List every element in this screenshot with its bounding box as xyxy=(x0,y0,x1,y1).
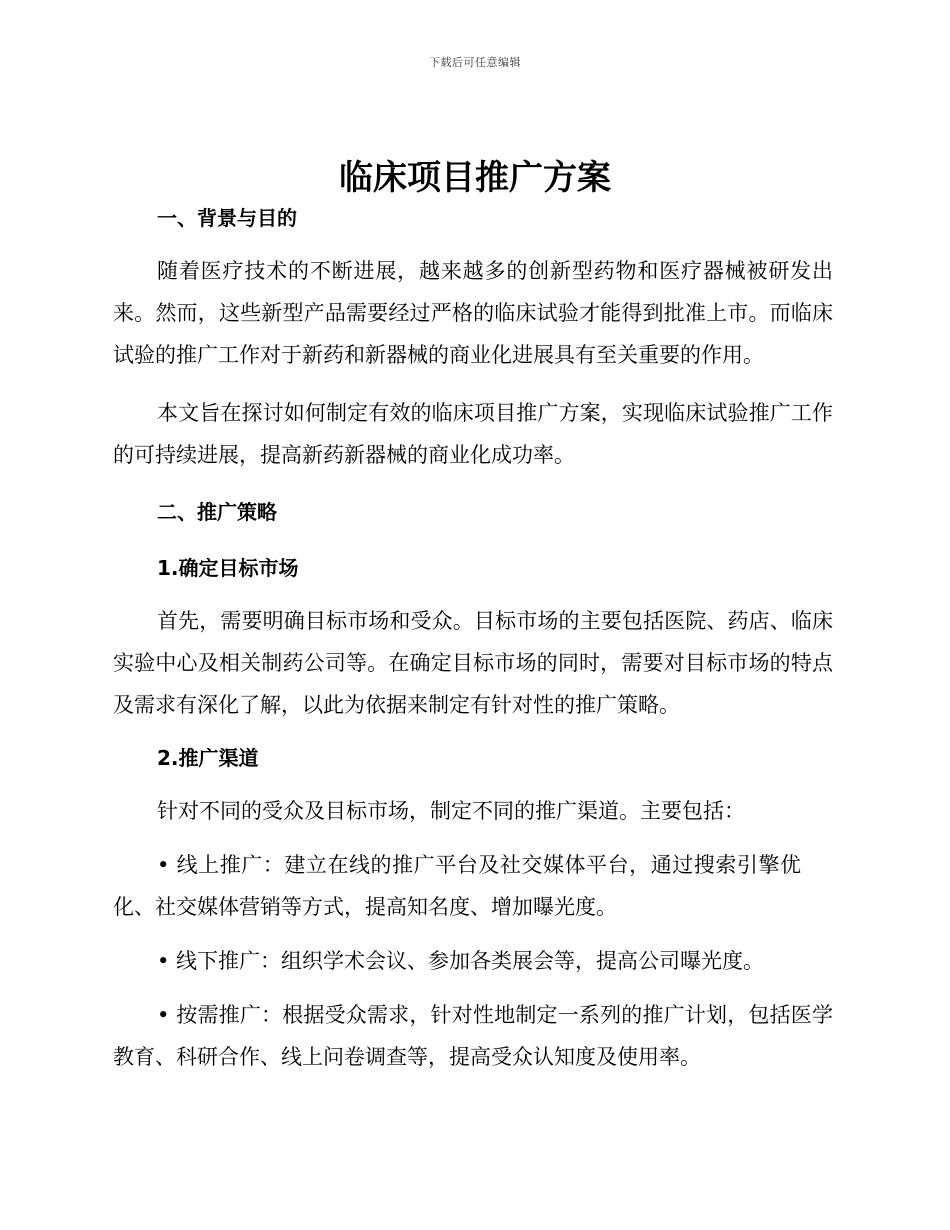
section-heading-strategy: 二、推广策略 xyxy=(157,500,277,524)
paragraph-background-2: 本文旨在探讨如何制定有效的临床项目推广方案，实现临床试验推广工作的可持续进展，提高新药新器械的商业化成功率。 xyxy=(113,401,833,467)
page-header-note: 下载后可任意编辑 xyxy=(429,56,521,69)
bullet-offline-promotion: • 线下推广：组织学术会议、参加各类展会等，提高公司曝光度。 xyxy=(157,949,765,973)
bullet-on-demand-promotion: • 按需推广：根据受众需求，针对性地制定一系列的推广计划，包括医学教育、科研合作、线上问卷调查等，提高受众认知度及使用率。 xyxy=(113,1003,833,1069)
paragraph-background-1: 随着医疗技术的不断进展，越来越多的创新型药物和医疗器械被研发出来。然而，这些新型产品需要经过严格的临床试验才能得到批准上市。而临床试验的推广工作对于新药和新器械的商业化进展具有至关重要的作用。 xyxy=(113,259,833,367)
subsection-heading-target-market: 1.确定目标市场 xyxy=(157,556,299,580)
bullet-online-promotion: • 线上推广：建立在线的推广平台及社交媒体平台，通过搜索引擎优化、社交媒体营销等方式，提高知名度、增加曝光度。 xyxy=(113,853,801,919)
paragraph-target-market: 首先，需要明确目标市场和受众。目标市场的主要包括医院、药店、临床实验中心及相关制药公司等。在确定目标市场的同时，需要对目标市场的特点及需求有深化了解，以此为依据来制定有针对性的推广策略。 xyxy=(113,609,833,717)
section-heading-background: 一、背景与目的 xyxy=(157,206,297,230)
document-body xyxy=(113,198,833,1078)
document-title: 临床项目推广方案 xyxy=(339,158,611,198)
paragraph-channels-intro: 针对不同的受众及目标市场，制定不同的推广渠道。主要包括： xyxy=(157,799,745,823)
subsection-heading-channels: 2.推广渠道 xyxy=(157,746,259,770)
